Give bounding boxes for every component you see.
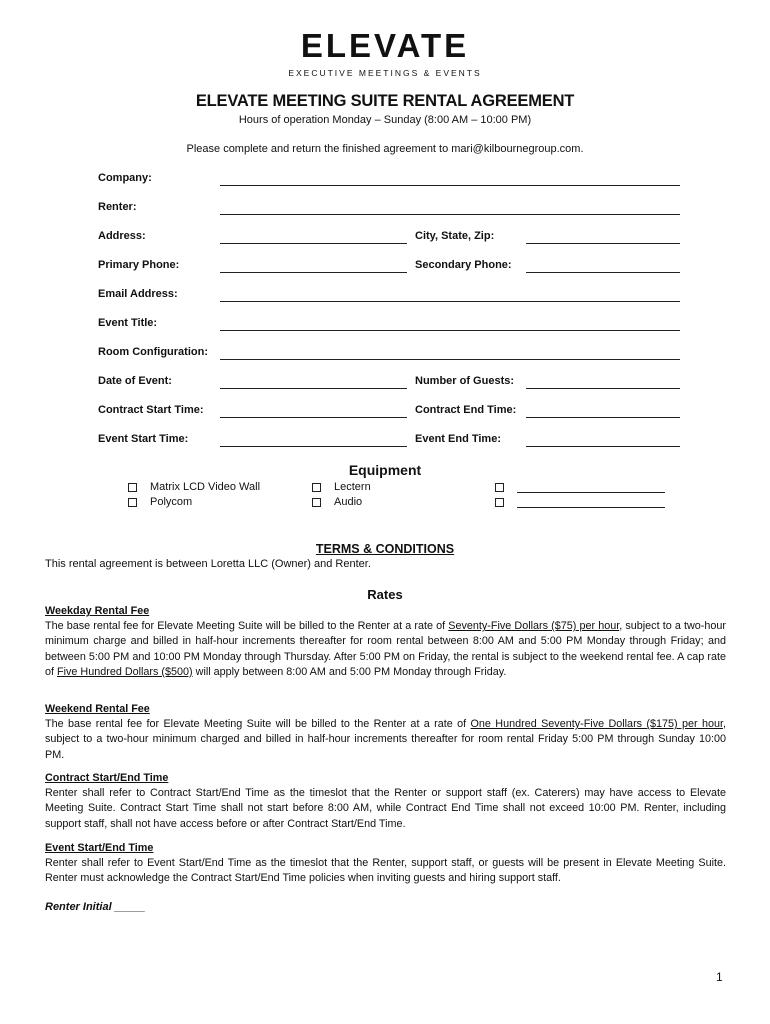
renter-label: Renter: <box>98 201 137 213</box>
row-event-time <box>98 431 680 460</box>
event-title-field[interactable] <box>220 330 680 331</box>
other-equipment-field[interactable] <box>517 497 665 508</box>
address-label: Address: <box>98 230 146 242</box>
event-time-section <box>45 841 726 887</box>
row-company <box>98 170 680 199</box>
equipment-label: Polycom <box>150 496 193 508</box>
row-phones <box>98 257 680 286</box>
event-start-field[interactable] <box>220 446 407 447</box>
equipment-col-1 <box>128 480 260 510</box>
event-title-label: Event Title: <box>98 317 158 329</box>
city-state-zip-label: City, State, Zip: <box>415 230 495 242</box>
cap-rate-highlight: Five Hundred Dollars ($500) <box>57 665 193 678</box>
city-state-zip-field[interactable] <box>526 243 680 244</box>
checkbox-icon[interactable] <box>128 483 137 492</box>
contract-end-field[interactable] <box>526 417 680 418</box>
checkbox-icon[interactable] <box>312 498 321 507</box>
hours-of-operation: Hours of operation Monday – Sunday (8:00 AM – 10:00 PM) <box>238 114 532 126</box>
equipment-heading: Equipment <box>348 462 422 478</box>
other-equipment-field[interactable] <box>517 482 665 493</box>
event-time-heading: Event Start/End Time <box>45 842 154 854</box>
rates-heading: Rates <box>367 587 403 602</box>
equipment-item[interactable] <box>312 480 371 495</box>
event-start-label: Event Start Time: <box>98 433 189 445</box>
row-date-guests <box>98 373 680 402</box>
checkbox-icon[interactable] <box>495 498 504 507</box>
company-field[interactable] <box>220 185 680 186</box>
logo-wordmark: ELEVATE <box>300 27 470 64</box>
contract-time-text: Renter shall refer to Contract Start/End Time as the timeslot that the Renter or support staff (ex. Caterers) may have access to Elevate Meeting Suite. Contract Start Time shall not start before 8:00 AM, while Contract End Time shall not exceed 10:00 PM. Renter, including support staff, shall not have access before or after Contract Start/End Time. <box>45 787 726 830</box>
equipment-label: Lectern <box>334 481 371 493</box>
event-end-label: Event End Time: <box>415 433 501 445</box>
number-of-guests-label: Number of Guests: <box>415 375 515 387</box>
contract-start-label: Contract Start Time: <box>98 404 204 416</box>
equipment-col-3 <box>495 480 665 510</box>
equipment-col-2 <box>312 480 371 510</box>
equipment-item-other[interactable] <box>495 495 665 510</box>
contract-start-field[interactable] <box>220 417 407 418</box>
weekday-rental-text <box>45 619 726 680</box>
row-renter <box>98 199 680 228</box>
contract-end-label: Contract End Time: <box>415 404 517 416</box>
date-of-event-label: Date of Event: <box>98 375 172 387</box>
primary-phone-field[interactable] <box>220 272 407 273</box>
row-email <box>98 286 680 315</box>
date-of-event-field[interactable] <box>220 388 407 389</box>
weekend-rental-section <box>45 702 726 763</box>
equipment-label: Audio <box>334 496 363 508</box>
page-title: ELEVATE MEETING SUITE RENTAL AGREEMENT <box>195 92 575 110</box>
number-of-guests-field[interactable] <box>526 388 680 389</box>
equipment-label: Matrix LCD Video Wall <box>150 481 261 493</box>
address-field[interactable] <box>220 243 407 244</box>
weekend-rental-text <box>45 717 726 763</box>
logo <box>0 28 770 78</box>
rate-highlight: One Hundred Seventy-Five Dollars ($175) per hour <box>470 718 723 731</box>
text-run: will apply between 8:00 AM and 5:00 PM Monday through Friday. <box>192 665 507 678</box>
logo-tagline: EXECUTIVE MEETINGS & EVENTS <box>288 68 482 78</box>
renter-initial[interactable]: Renter Initial _____ <box>45 901 146 913</box>
weekday-rental-section <box>45 604 726 680</box>
page-number: 1 <box>716 970 723 984</box>
equipment-item[interactable] <box>128 495 260 510</box>
checkbox-icon[interactable] <box>128 498 137 507</box>
weekday-rental-heading: Weekday Rental Fee <box>45 605 150 617</box>
checkbox-icon[interactable] <box>312 483 321 492</box>
terms-heading: TERMS & CONDITIONS <box>315 542 455 556</box>
row-contract-time <box>98 402 680 431</box>
row-room-config <box>98 344 680 373</box>
instruction-text: Please complete and return the finished agreement to mari@kilbournegroup.com. <box>186 143 584 155</box>
secondary-phone-label: Secondary Phone: <box>415 259 512 271</box>
equipment-item[interactable] <box>312 495 371 510</box>
text-run: The base rental fee for Elevate Meeting Suite will be billed to the Renter at a rate of <box>45 620 449 633</box>
terms-intro: This rental agreement is between Loretta LLC (Owner) and Renter. <box>45 558 371 570</box>
secondary-phone-field[interactable] <box>526 272 680 273</box>
weekend-rental-heading: Weekend Rental Fee <box>45 703 150 715</box>
equipment-item-other[interactable] <box>495 480 665 495</box>
text-run: , subject to a two-hour minimum charged and billed in half-hour increments thereafter for room rental Friday 5:00 PM through Sunday 10:00 PM. <box>45 718 726 761</box>
email-field[interactable] <box>220 301 680 302</box>
company-label: Company: <box>98 172 152 184</box>
text-run: , subject to a two-hour minimum charge and billed in half-hour increments thereafter for room rental between 8:00 AM and 5:00 PM Monday through Friday; and between 5:00 PM and 10:00 PM Monday through Thursday. After 5:00 PM on Friday, the rental is subject to the weekend rental fee. A cap rate of <box>45 620 726 678</box>
primary-phone-label: Primary Phone: <box>98 259 180 271</box>
row-event-title <box>98 315 680 344</box>
contract-time-heading: Contract Start/End Time <box>45 772 169 784</box>
text-run: The base rental fee for Elevate Meeting Suite will be billed to the Renter at a rate of <box>45 718 471 731</box>
row-address <box>98 228 680 257</box>
equipment-item[interactable] <box>128 480 260 495</box>
contract-time-section <box>45 771 726 832</box>
checkbox-icon[interactable] <box>495 483 504 492</box>
room-config-label: Room Configuration: <box>98 346 208 358</box>
rate-highlight: Seventy-Five Dollars ($75) per hour <box>448 620 620 633</box>
rental-form <box>98 170 680 460</box>
renter-field[interactable] <box>220 214 680 215</box>
room-config-field[interactable] <box>220 359 680 360</box>
event-end-field[interactable] <box>526 446 680 447</box>
event-time-text: Renter shall refer to Event Start/End Time as the timeslot that the Renter, support staff, or guests will be present in Elevate Meeting Suite. Renter must acknowledge the Contract Start/End Time policies when inviting guests and hiring support staff. <box>45 857 726 885</box>
email-label: Email Address: <box>98 288 178 300</box>
